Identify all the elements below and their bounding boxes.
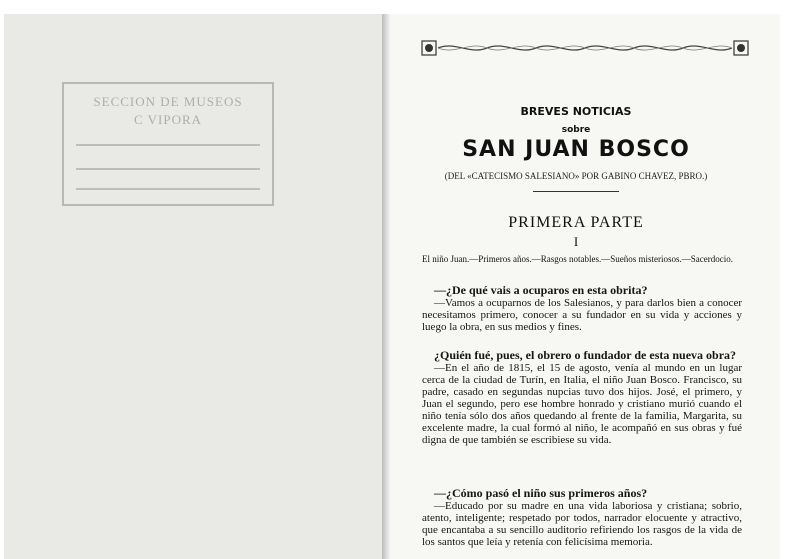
qa-block-3 [422,486,742,548]
book-gutter [382,14,390,559]
qa-block-2 [422,348,742,446]
answer-text: —En el año de 1815, el 15 de agosto, venía al mundo en un lugar cerca de la ciudad de Turín, en Italia, el niño Juan Bosco. Francisco, su padre, casado en segundas nupcias tuvo dos hijos. José, el primero, y Juan el segundo, pero ese hombre honrado y cristiano murió cuando el niño tenía sólo dos años quedando al frente de la familia, Margarita, su excelente madre, la cual formó al niño, le acompañó en sus obras y fué digna de que también se escribiese su vida. [422,362,742,446]
question-text: ¿Quién fué, pues, el obrero o fundador de esta nueva obra? [434,348,737,362]
answer-text: —Educado por su madre en una vida laboriosa y cristiana; sobrio, atento, inteligente; respetado por todos, narrador elocuente y atractivo, que encantaba a su sencillo auditorio refiriendo los rasgos de la vida de los santos que leía y retenía con felicísima memoria. [422,500,742,548]
page-title: SAN JUAN BOSCO [462,137,690,162]
stamp-rule-3 [76,188,260,190]
question-text: —¿Cómo pasó el niño sus primeros años? [434,486,648,500]
museum-stamp [62,82,274,206]
left-page [4,14,384,559]
stamp-line-2: C VIPORA [133,112,203,127]
right-page [390,14,780,559]
page-subtitle: (DEL «CATECISMO SALESIANO» POR GABINO CHAVEZ, PBRO.) [444,171,708,181]
answer-text: —Vamos a ocuparnos de los Salesianos, y para darlos bien a conocer necesitamos primero, conocer a su fundador en su vida y acciones y luego la obra, en sus medios y fines. [422,297,742,333]
header-sobre: sobre [561,125,591,135]
stamp-line-1: SECCION DE MUSEOS [93,94,243,109]
section-number: I [573,234,579,249]
stamp-rule-2 [76,168,260,170]
qa-block-1 [422,283,742,333]
question-text: —¿De qué vais a ocuparos en esta obrita? [434,283,648,297]
chapter-summary: El niño Juan.—Primeros años.—Rasgos notables.—Sueños misteriosos.—Sacerdocio. [422,254,733,264]
stamp-rule-1 [76,144,260,146]
ornament-border [420,39,750,57]
header-breves-noticias: BREVES NOTICIAS [520,105,632,118]
section-title: PRIMERA PARTE [508,214,644,231]
divider-rule [533,191,619,192]
